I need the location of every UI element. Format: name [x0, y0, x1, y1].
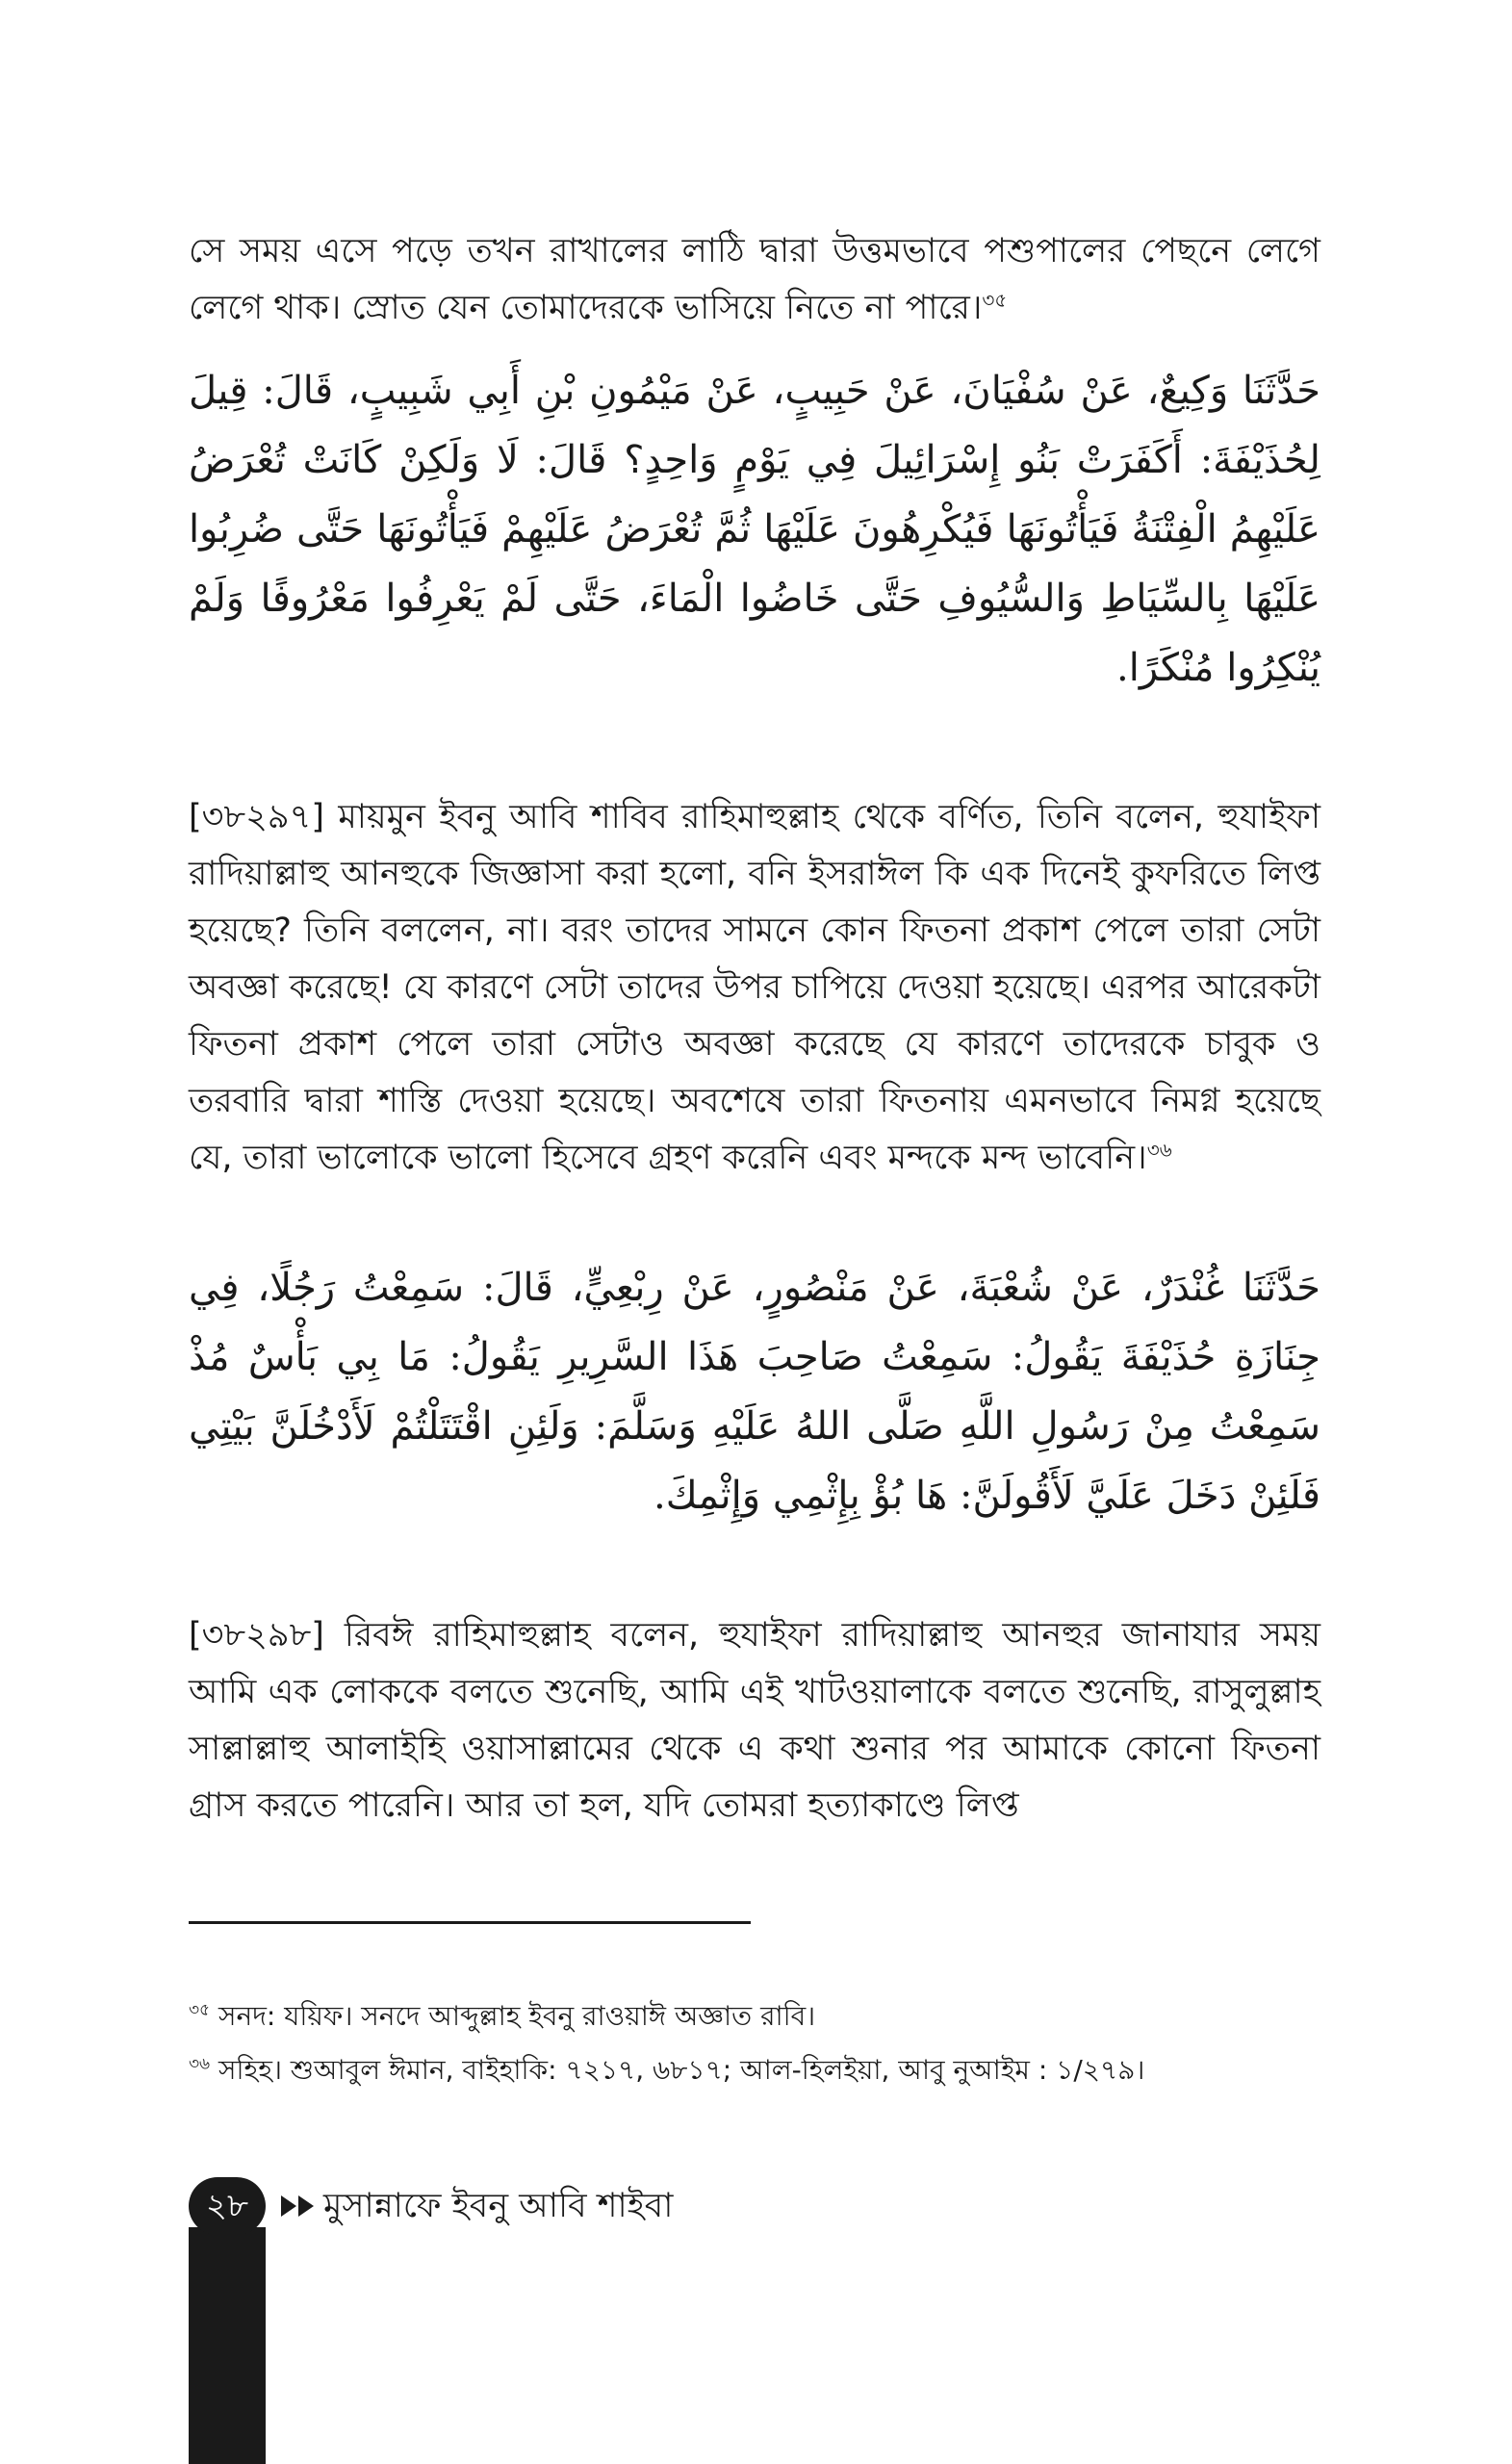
footnote-mark: ৩৬ [189, 2054, 211, 2074]
arrow-right-icon [298, 2195, 314, 2217]
footnote-text: সহিহ। শুআবুল ঈমান, বাইহাকি: ৭২১৭, ৬৮১৭; আল-হিলইয়া, আবু নুআইম : ১/২৭৯। [218, 2054, 1145, 2086]
footnote-ref: ৩৬ [1146, 1138, 1172, 1162]
running-footer-title: মুসান্নাফে ইবনু আবি শাইবা [323, 2187, 674, 2225]
paragraph-translation-continued [189, 223, 1320, 337]
footnote [189, 1994, 1320, 2039]
arabic-hadith-text: حَدَّثَنَا وَكِيعٌ، عَنْ سُفْيَانَ، عَنْ حَبِيبٍ، عَنْ مَيْمُونِ بْنِ أَبِي شَبِيبٍ، قَالَ: قِيلَ لِحُذَيْفَةَ: أَكَفَرَتْ بَنُو إِسْرَائِيلَ فِي يَوْمٍ وَاحِدٍ؟ قَالَ: لَا وَلَكِنْ كَانَتْ تُعْرَضُ عَلَيْهِمُ الْفِتْنَةُ فَيَأْتُونَهَا فَيُكْرِهُونَ عَلَيْهَا ثُمَّ تُعْرَضُ عَلَيْهِمْ فَيَأْتُونَهَا حَتَّى ضُرِبُوا عَلَيْهَا بِالسِّيَاطِ وَالسُّيُوفِ حَتَّى خَاضُوا الْمَاءَ، حَتَّى لَمْ يَعْرِفُوا مَعْرُوفًا وَلَمْ يُنْكِرُوا مُنْكَرًا. [189, 369, 1320, 690]
arrow-right-icon [281, 2195, 296, 2217]
footnote [189, 2048, 1320, 2092]
paragraph-text: সে সময় এসে পড়ে তখন রাখালের লাঠি দ্বারা উত্তমভাবে পশুপালের পেছনে লেগে লেগে থাক। স্রোত যেন তোমাদেরকে ভাসিয়ে নিতে না পারে। [189, 232, 1320, 327]
page-edge-strip [189, 2227, 266, 2464]
arabic-hadith-text: حَدَّثَنَا غُنْدَرٌ، عَنْ شُعْبَةَ، عَنْ مَنْصُورٍ، عَنْ رِبْعِيٍّ، قَالَ: سَمِعْتُ رَجُلًا، فِي جِنَازَةِ حُذَيْفَةَ يَقُولُ: سَمِعْتُ صَاحِبَ هَذَا السَّرِيرِ يَقُولُ: مَا بِي بَأْسٌ مُذْ سَمِعْتُ مِنْ رَسُولِ اللَّهِ صَلَّى اللهُ عَلَيْهِ وَسَلَّمَ: وَلَئِنِ اقْتَتَلْتُمْ لَأَدْخُلَنَّ بَيْتِي فَلَئِنْ دَخَلَ عَلَيَّ لَأَقُولَنَّ: هَا بُؤْ بِإِثْمِي وَإِثْمِكَ. [189, 1266, 1320, 1518]
double-arrow-icon [281, 2177, 316, 2235]
footnote-ref: ৩৫ [982, 288, 1008, 312]
paragraph-text: [৩৮২৯৭] মায়মুন ইবনু আবি শাবিব রাহিমাহুল্লাহ থেকে বর্ণিত, তিনি বলেন, হুযাইফা রাদিয়াল্লাহু আনহুকে জিজ্ঞাসা করা হলো, বনি ইসরাঈল কি এক দিনেই কুফরিতে লিপ্ত হয়েছে? তিনি বললেন, না। বরং তাদের সামনে কোন ফিতনা প্রকাশ পেলে তারা সেটা অবজ্ঞা করেছে! যে কারণে সেটা তাদের উপর চাপিয়ে দেওয়া হয়েছে। এরপর আরেকটা ফিতনা প্রকাশ পেলে তারা সেটাও অবজ্ঞা করেছে যে কারণে তাদেরকে চাবুক ও তরবারি দ্বারা শাস্তি দেওয়া হয়েছে। অবশেষে তারা ফিতনায় এমনভাবে নিমগ্ন হয়েছে যে, তারা ভালোকে ভালো হিসেবে গ্রহণ করেনি এবং মন্দকে মন্দ ভাবেনি। [189, 798, 1320, 1177]
footnote-mark: ৩৫ [189, 2000, 211, 2020]
footnote-text: সনদ: যয়িফ। সনদে আব্দুল্লাহ ইবনু রাওয়াঈ অজ্ঞাত রাবি। [218, 2000, 816, 2032]
paragraph-translation: [৩৮২৯৮] রিবঈ রাহিমাহুল্লাহ বলেন, হুযাইফা রাদিয়াল্লাহু আনহুর জানাযার সময় আমি এক লোককে বলতে শুনেছি, আমি এই খাটওয়ালাকে বলতে শুনেছি, রাসুলুল্লাহ সাল্লাল্লাহু আলাইহি ওয়াসাল্লামের থেকে এ কথা শুনার পর আমাকে কোনো ফিতনা গ্রাস করতে পারেনি। আর তা হল, যদি তোমরা হত্যাকাণ্ডে লিপ্ত [189, 1616, 1320, 1825]
page-number: ২৮ [189, 2177, 266, 2235]
footnote-divider [189, 1921, 751, 1924]
paragraph-translation [189, 789, 1320, 1187]
